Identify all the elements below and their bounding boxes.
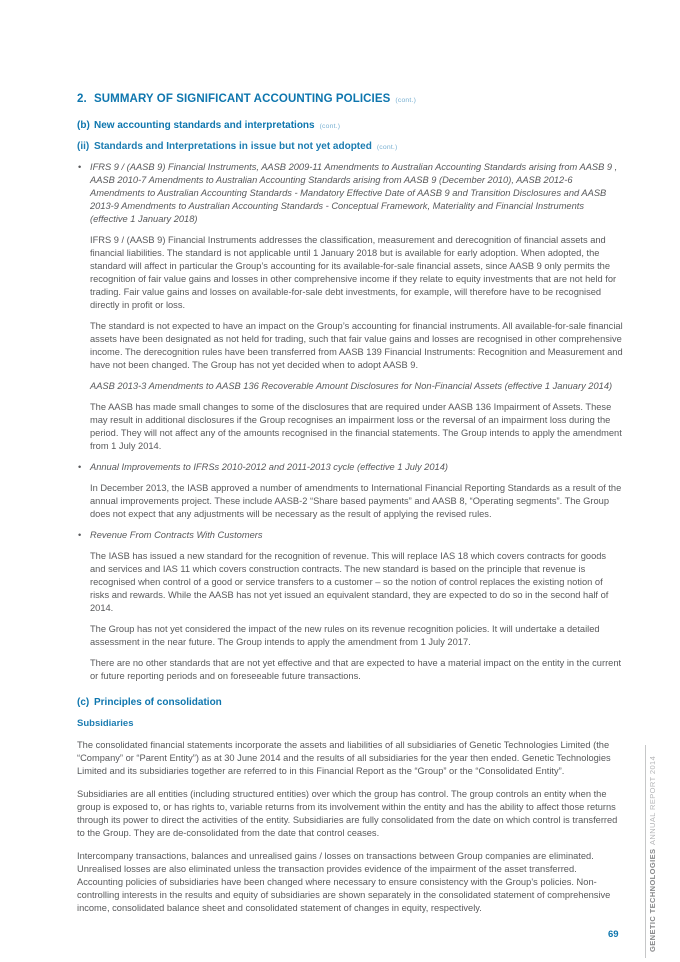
section-title: SUMMARY OF SIGNIFICANT ACCOUNTING POLICIES (cont.) bbox=[94, 93, 417, 105]
standard-item-title: IFRS 9 / (AASB 9) Financial Instruments, AASB 2009-11 Amendments to Australian Accounting Standards arising from AASB 9 , AASB 2010-7 Amendments to Australian Accounting Standards arising from AASB 9 (December 2010), AASB 2012-6 Amendments to Australian Accounting Standards - Mandatory Effective Date of AASB 9 and Transition Disclosures and AASB 2013-9 Amendments to Australian Accounting Standards - Conceptual Framework, Materiality and Financial Instruments (effective 1 January 2018) bbox=[90, 162, 618, 224]
paragraph: Subsidiaries are all entities (including structured entities) over which the group has control. The group controls an entity when the group is exposed to, or has rights to, variable returns from its involvement within the entity and has the ability to affect those returns through its power to direct the activities of the entity. Subsidiaries are fully consolidated from the date on which control is transferred to the Group. They are de-consolidated from the date that control ceases. bbox=[77, 789, 618, 838]
paragraph: There are no other standards that are not yet effective and that are expected to have a material impact on the entity in the current or future reporting periods and on foreseeable future transactions. bbox=[90, 658, 622, 681]
section-number: 2. bbox=[77, 93, 87, 105]
subsection-ii-title: Standards and Interpretations in issue but not yet adopted (cont.) bbox=[94, 141, 398, 152]
subsection-ii-cont-label: (cont.) bbox=[376, 144, 398, 151]
page-number: 69 bbox=[608, 929, 619, 940]
company-name-label: GENETIC TECHNOLOGIES bbox=[648, 848, 657, 952]
subsection-b-title: New accounting standards and interpretations (cont.) bbox=[94, 120, 341, 131]
paragraph: The standard is not expected to have an impact on the Group’s accounting for financial instruments. All available-for-sale financial assets have been designated as not held for trading, such that fair value gains and losses are recognised in other comprehensive income. The derecognition rules have been transferred from AASB 139 Financial Instruments: Recognition and Measurement and have not been changed. The Group has not yet decided when to adopt AASB 9. bbox=[90, 321, 623, 370]
paragraph: In December 2013, the IASB approved a number of amendments to International Financial Reporting Standards as a result of the annual improvements project. These include AASB-2 “Share based payments” and AASB 8, “Operating segments”. The Group does not expect that any adjustments will be necessary as the result of applying the revised rules. bbox=[90, 483, 622, 519]
sidebar-footer-text bbox=[648, 752, 657, 952]
standard-item-title: Revenue From Contracts With Customers bbox=[90, 530, 263, 540]
report-title-label: ANNUAL REPORT 2014 bbox=[648, 755, 657, 845]
list-item bbox=[77, 529, 623, 683]
standard-subheading: AASB 2013-3 Amendments to AASB 136 Recoverable Amount Disclosures for Non-Financial Assets (effective 1 January 2014) bbox=[90, 381, 613, 391]
subsection-b-label: (b) bbox=[77, 120, 90, 131]
standards-list bbox=[77, 161, 623, 683]
bullet-icon: • bbox=[78, 462, 82, 472]
subsection-c-label: (c) bbox=[77, 697, 90, 708]
subsection-ii-heading bbox=[77, 141, 623, 152]
subsection-b-heading bbox=[77, 120, 623, 131]
paragraph: IFRS 9 / (AASB 9) Financial Instruments addresses the classification, measurement and derecognition of financial assets and financial liabilities. The standard is not applicable until 1 January 2018 but is available for early adoption. When adopted, the standard will affect in particular the Group’s accounting for its available-for-sale financial assets, since AASB 9 only permits the recognition of fair value gains and losses in other comprehensive income if they relate to equity investments that are not held for trading. Fair value gains and losses on available-for-sale debt investments, for example, will therefore have to be recognised directly in profit or loss. bbox=[90, 235, 617, 310]
paragraph: The IASB has issued a new standard for the recognition of revenue. This will replace IAS 18 which covers contracts for goods and services and IAS 11 which covers construction contracts. The new standard is based on the principle that revenue is recognised when control of a good or service transfers to a customer – so the notion of control replaces the existing notion of risks and rewards. While the AASB has not yet issued an equivalent standard, they are expected to do so in the second half of 2014. bbox=[90, 551, 609, 613]
list-item bbox=[77, 461, 623, 521]
list-item bbox=[77, 161, 623, 453]
paragraph: The AASB has made small changes to some of the disclosures that are required under AASB 136 Impairment of Assets. These may result in additional disclosures if the Group recognises an impairment loss or the reversal of an impairment loss during the period. They will not affect any of the amounts recognised in the financial statements. The Group intends to apply the amendment from 1 July 2014. bbox=[90, 402, 622, 451]
page-content bbox=[77, 93, 623, 925]
subsection-b-cont-label: (cont.) bbox=[319, 123, 341, 130]
section-heading bbox=[77, 93, 623, 105]
bullet-icon: • bbox=[78, 530, 82, 540]
section-cont-label: (cont.) bbox=[395, 97, 417, 104]
subsection-c-heading bbox=[77, 697, 623, 708]
subsection-ii-label: (ii) bbox=[77, 141, 90, 152]
standard-item-title: Annual Improvements to IFRSs 2010-2012 and 2011-2013 cycle (effective 1 July 2014) bbox=[90, 462, 448, 472]
subsidiaries-heading: Subsidiaries bbox=[77, 718, 134, 729]
paragraph: Intercompany transactions, balances and unrealised gains / losses on transactions between Group companies are eliminated. Unrealised losses are also eliminated unless the transaction provides evidence of the impairment of the asset transferred. Accounting policies of subsidiaries have been changed where necessary to ensure consistency with the Group’s policies. Non-controlling interests in the results and equity of subsidiaries are shown separately in the consolidated statement of comprehensive income, consolidated balance sheet and consolidated statement of changes in equity, respectively. bbox=[77, 851, 611, 913]
subsection-c-title: Principles of consolidation bbox=[94, 697, 222, 708]
sidebar-divider bbox=[645, 745, 646, 958]
bullet-icon: • bbox=[78, 162, 82, 172]
paragraph: The Group has not yet considered the impact of the new rules on its revenue recognition policies. It will undertake a detailed assessment in the near future. The Group intends to apply the amendment from 1 July 2017. bbox=[90, 624, 600, 647]
paragraph: The consolidated financial statements incorporate the assets and liabilities of all subsidiaries of Genetic Technologies Limited (the “Company” or “Parent Entity”) as at 30 June 2014 and the results of all subsidiaries for the year then ended. Genetic Technologies Limited and its subsidiaries together are referred to in this Financial Report as the “Group” or the “Consolidated Entity”. bbox=[77, 740, 611, 776]
